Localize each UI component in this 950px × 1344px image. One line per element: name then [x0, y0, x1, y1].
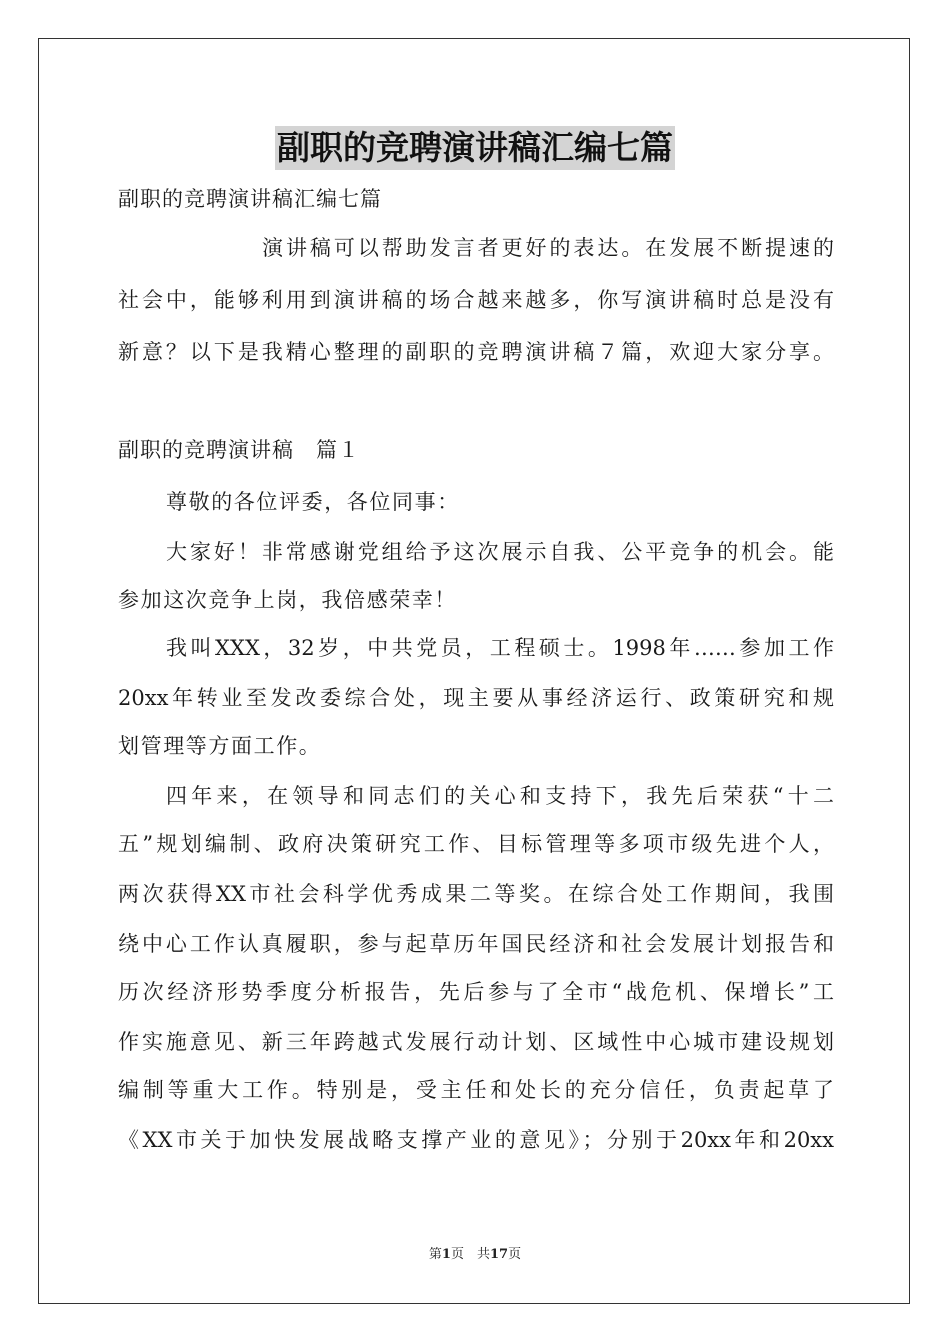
para1-line-1: 大家好！非常感谢党组给予这次展示自我、公平竞争的机会。能 [166, 540, 834, 564]
para2-line-2: 20xx年转业至发改委综合处，现主要从事经济运行、政策研究和规 [118, 686, 834, 710]
document-subtitle: 副职的竞聘演讲稿汇编七篇 [118, 187, 382, 211]
page-suffix: 页 [508, 1247, 522, 1262]
intro-line-2: 社会中，能够利用到演讲稿的场合越来越多，你写演讲稿时总是没有 [118, 288, 834, 312]
para3-line-2: 五”规划编制、政府决策研究工作、目标管理等多项市级先进个人， [118, 832, 834, 856]
section-heading: 副职的竞聘演讲稿 篇１ [118, 438, 360, 462]
para3-line-6: 作实施意见、新三年跨越式发展行动计划、区域性中心城市建设规划 [118, 1030, 834, 1054]
page-border [38, 38, 910, 1304]
document-title: 副职的竞聘演讲稿汇编七篇 [275, 126, 675, 170]
salutation: 尊敬的各位评委，各位同事： [166, 490, 460, 514]
para3-line-5: 历次经济形势季度分析报告，先后参与了全市“战危机、保增长”工 [118, 980, 834, 1004]
para2-line-3: 划管理等方面工作。 [118, 734, 322, 758]
page-total: 17 [489, 1247, 509, 1262]
intro-line-3: 新意？以下是我精心整理的副职的竞聘演讲稿７篇，欢迎大家分享。 [118, 340, 834, 364]
para3-line-3: 两次获得XX市社会科学优秀成果二等奖。在综合处工作期间，我围 [118, 882, 834, 906]
para3-line-1: 四年来，在领导和同志们的关心和支持下，我先后荣获“十二 [166, 784, 834, 808]
para3-line-4: 绕中心工作认真履职，参与起草历年国民经济和社会发展计划报告和 [118, 932, 834, 956]
page-mid: 页 共 [450, 1247, 490, 1262]
title-wrap [0, 126, 950, 170]
para2-line-1: 我叫XXX，32岁，中共党员，工程硕士。1998年……参加工作 [166, 636, 834, 660]
intro-line-1: 演讲稿可以帮助发言者更好的表达。在发展不断提速的 [262, 236, 834, 260]
page-footer [0, 1246, 950, 1264]
para1-line-2: 参加这次竞争上岗，我倍感荣幸！ [118, 588, 457, 612]
page-prefix: 第 [428, 1247, 442, 1262]
para3-line-8: 《XX市关于加快发展战略支撑产业的意见》；分别于20xx年和20xx [118, 1128, 834, 1152]
para3-line-7: 编制等重大工作。特别是，受主任和处长的充分信任，负责起草了 [118, 1078, 834, 1102]
page-current: 1 [441, 1247, 451, 1262]
